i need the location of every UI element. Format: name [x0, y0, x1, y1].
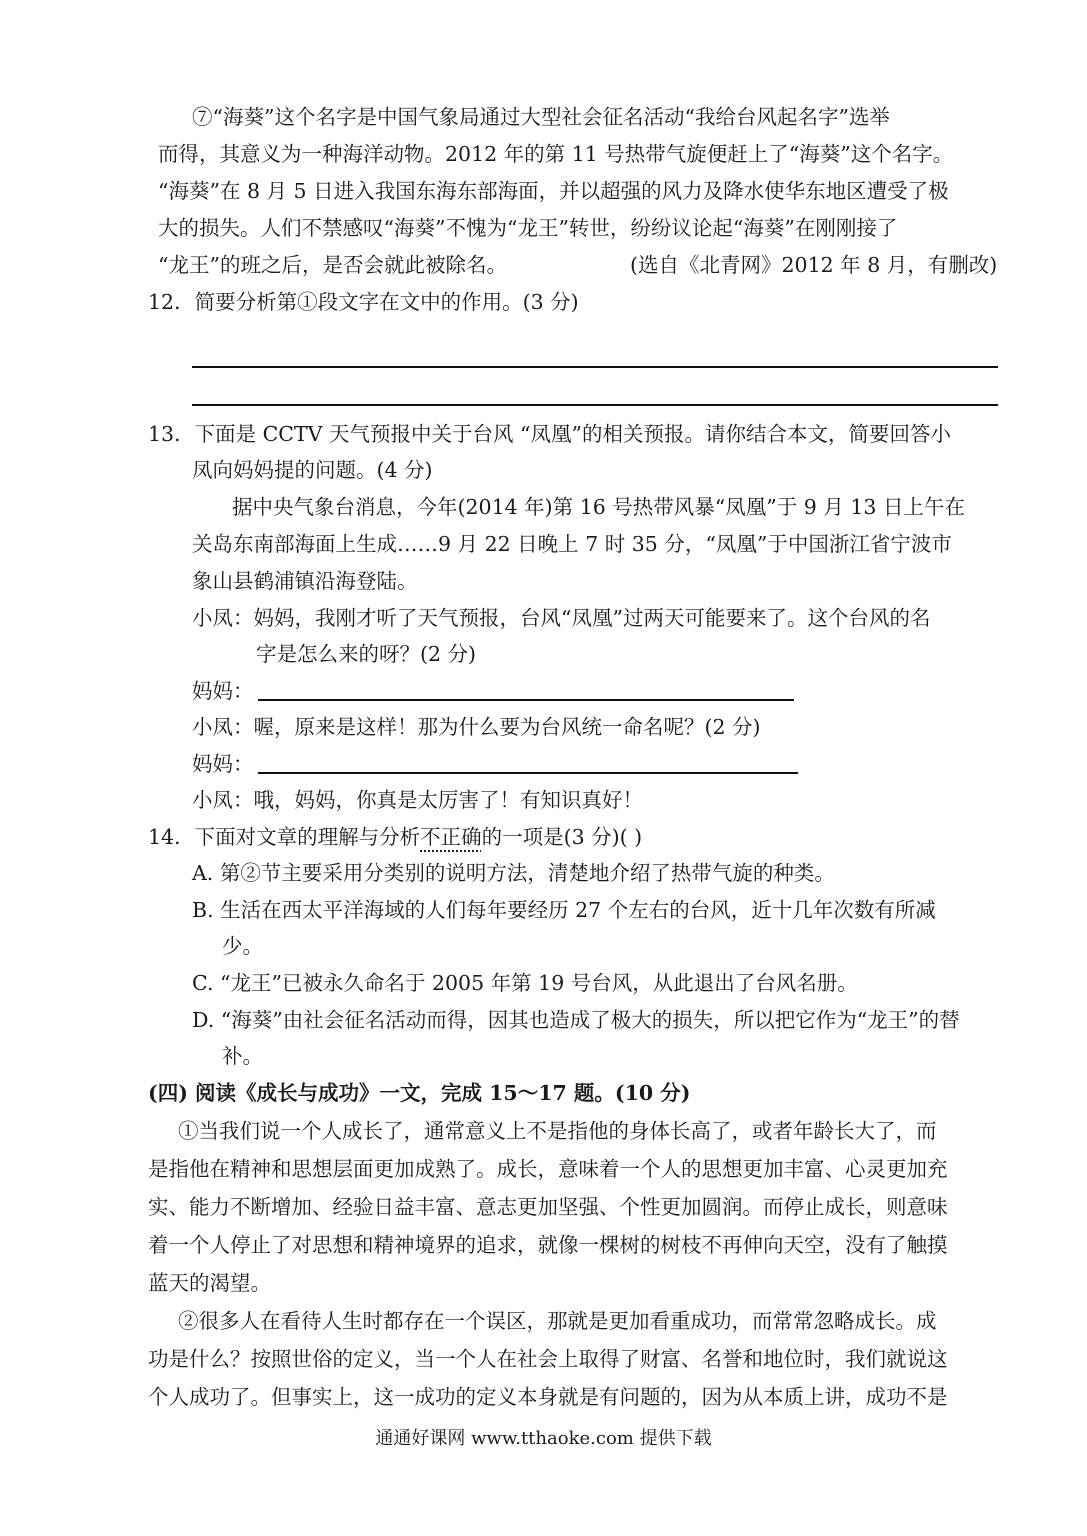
question-14-pre: 14．下面对文章的理解与分析 — [148, 825, 421, 849]
option-b: 少。 — [222, 934, 263, 958]
answer-line[interactable] — [258, 772, 798, 774]
paragraph-line: ①当我们说一个人成长了，通常意义上不是指他的身体长高了，或者年龄长大了，而 — [178, 1119, 937, 1143]
option-d: 补。 — [222, 1044, 263, 1068]
paragraph-line: 是指他在精神和思想层面更加成熟了。成长，意味着一个人的思想更加丰富、心灵更加充 — [148, 1157, 948, 1181]
paragraph-line: ②很多人在看待人生时都存在一个误区，那就是更加看重成功，而常常忽略成长。成 — [178, 1309, 937, 1333]
dialogue-label: 妈妈： — [192, 679, 254, 703]
footer-text: 通通好课网 www.tthaoke.com 提供下载 — [375, 1428, 712, 1449]
passage-line: “龙王”的班之后，是否会就此被除名。 — [158, 253, 507, 277]
passage-line: 而得，其意义为一种海洋动物。2012 年的第 11 号热带气旋便赶上了“海葵”这个名字。 — [158, 142, 954, 166]
forecast-text: 象山县鹤浦镇沿海登陆。 — [192, 569, 418, 593]
question-14-post: 的一项是(3 分)( ) — [481, 825, 643, 849]
question-13: 凤向妈妈提的问题。(4 分) — [192, 458, 433, 482]
paragraph-line: 功是什么？按照世俗的定义，当一个人在社会上取得了财富、名誉和地位时，我们就说这 — [148, 1347, 948, 1371]
dialogue-line: 小凤：喔，原来是这样！那为什么要为台风统一命名呢？(2 分) — [192, 715, 761, 739]
dialogue-line: 字是怎么来的呀？(2 分) — [256, 642, 477, 666]
option-a: A. 第②节主要采用分类别的说明方法，清楚地介绍了热带气旋的种类。 — [192, 861, 835, 885]
dialogue-line: 小凤：妈妈，我刚才听了天气预报，台风“凤凰”过两天可能要来了。这个台风的名 — [192, 606, 931, 630]
question-13: 13．下面是 CCTV 天气预报中关于台风 “凤凰”的相关预报。请你结合本文，简要回答小 — [148, 422, 951, 446]
option-c: C. “龙王”已被永久命名于 2005 年第 19 号台风，从此退出了台风名册。 — [192, 971, 858, 995]
paragraph-line: 着一个人停止了对思想和精神境界的追求，就像一棵树的树枝不再伸向天空，没有了触摸 — [148, 1233, 948, 1257]
dialogue-label: 妈妈： — [192, 752, 254, 776]
paragraph-line: 实、能力不断增加、经验日益丰富、意志更加坚强、个性更加圆润。而停止成长，则意味 — [148, 1195, 948, 1219]
passage-line: 大的损失。人们不禁感叹“海葵”不愧为“龙王”转世，纷纷议论起“海葵”在刚刚接了 — [158, 216, 898, 240]
source-citation: (选自《北青网》2012 年 8 月，有删改) — [630, 253, 998, 277]
section-heading: (四) 阅读《成长与成功》一文，完成 15～17 题。(10 分) — [148, 1081, 691, 1105]
question-14-emphasis: 不正确 — [420, 825, 482, 849]
question-14 — [148, 823, 642, 851]
forecast-text: 关岛东南部海面上生成……9 月 22 日晚上 7 时 35 分，“凤凰”于中国浙江省宁波市 — [192, 532, 952, 556]
option-d: D. “海葵”由社会征名活动而得，因其也造成了极大的损失，所以把它作为“龙王”的替 — [192, 1008, 960, 1032]
answer-line[interactable] — [258, 699, 794, 701]
paragraph-line: 个人成功了。但事实上，这一成功的定义本身就是有问题的，因为从本质上讲，成功不是 — [148, 1385, 948, 1409]
option-b: B. 生活在西太平洋海域的人们每年要经历 27 个左右的台风，近十几年次数有所减 — [192, 898, 936, 922]
forecast-text: 据中央气象台消息，今年(2014 年)第 16 号热带风暴“凤凰”于 9 月 13 日上午在 — [232, 495, 965, 519]
paragraph-line: 蓝天的渴望。 — [148, 1271, 271, 1295]
dialogue-line: 小凤：哦，妈妈，你真是太厉害了！有知识真好！ — [192, 788, 643, 812]
passage-line: “海葵”在 8 月 5 日进入我国东海东部海面，并以超强的风力及降水使华东地区遭受了极 — [158, 179, 949, 203]
passage-line: ⑦“海葵”这个名字是中国气象局通过大型社会征名活动“我给台风起名字”选举 — [192, 105, 890, 129]
answer-line[interactable] — [192, 404, 998, 406]
question-12: 12．简要分析第①段文字在文中的作用。(3 分) — [148, 290, 579, 314]
answer-line[interactable] — [192, 366, 998, 368]
